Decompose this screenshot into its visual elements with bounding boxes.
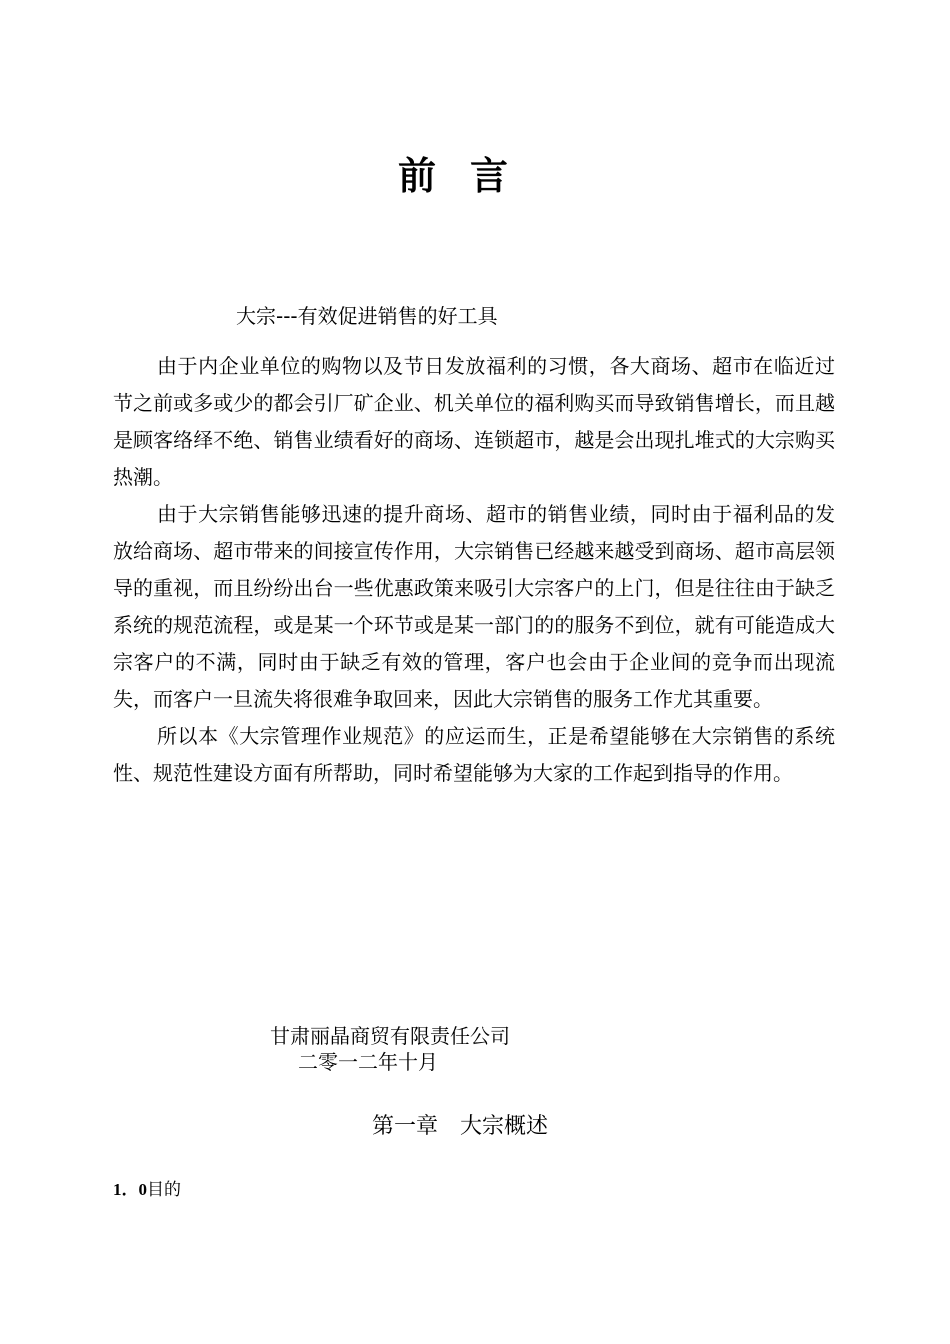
preface-body (113, 348, 835, 792)
paragraph: 由于内企业单位的购物以及节日发放福利的习惯，各大商场、超市在临近过节之前或多或少的都会引厂矿企业、机关单位的福利购买而导致销售增长，而且越是顾客络绎不绝、销售业绩看好的商场、连锁超市，越是会出现扎堆式的大宗购买热潮。 (113, 354, 835, 489)
paragraph: 所以本《大宗管理作业规范》的应运而生，正是希望能够在大宗销售的系统性、规范性建设方面有所帮助，同时希望能够为大家的工作起到指导的作用。 (113, 724, 835, 785)
section-heading (113, 1176, 181, 1204)
subtitle: 大宗---有效促进销售的好工具 (236, 304, 498, 328)
page-title: 前言 (397, 154, 542, 198)
chapter-heading: 第一章 大宗概述 (372, 1114, 549, 1139)
section-title: 目的 (147, 1180, 181, 1200)
paragraph: 由于大宗销售能够迅速的提升商场、超市的销售业绩，同时由于福利品的发放给商场、超市带来的间接宣传作用，大宗销售已经越来越受到商场、超市高层领导的重视，而且纷纷出台一些优惠政策来吸引大宗客户的上门，但是往往由于缺乏系统的规范流程，或是某一个环节或是某一部门的的服务不到位，就有可能造成大宗客户的不满，同时由于缺乏有效的管理，客户也会由于企业间的竞争而出现流失，而客户一旦流失将很难争取回来，因此大宗销售的服务工作尤其重要。 (113, 502, 835, 711)
company-name: 甘肃丽晶商贸有限责任公司 (270, 1024, 510, 1048)
document-date: 二零一二年十月 (298, 1050, 438, 1074)
section-number: 1．0 (113, 1180, 147, 1199)
